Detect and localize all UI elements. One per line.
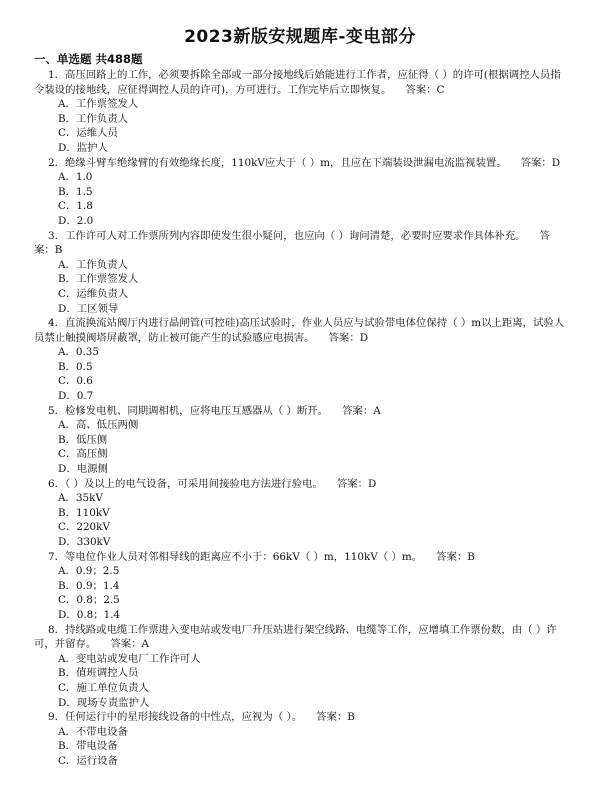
question-text: 1．高压回路上的工作，必须要拆除全部或一部分接地线后始能进行工作者，应征得（ ）的许可(根据调控人员指令装设的接地线，应征得调控人员的许可)，方可进行。工作完毕后立即恢复。 <box>34 69 561 96</box>
answer-option: C．运维负责人 <box>58 287 129 300</box>
answer-option: A．0.9；2.5 <box>58 565 120 578</box>
question-item <box>34 477 566 550</box>
answer-option: C．施工单位负责人 <box>58 681 150 694</box>
answer-option: C．220kV <box>58 521 110 534</box>
page-title: 2023新版安规题库-变电部分 <box>184 27 416 47</box>
question-stem <box>34 623 566 652</box>
answer-option: D．0.7 <box>58 390 94 403</box>
answer-label: 答案：A <box>342 404 381 417</box>
answer-option: B．1.5 <box>58 185 93 198</box>
answer-option: C．运维人员 <box>58 127 118 140</box>
section-heading: 一、单选题 共488题 <box>34 52 143 66</box>
answer-option: A．35kV <box>58 492 103 505</box>
question-list <box>34 68 566 769</box>
question-stem <box>34 229 566 258</box>
question-stem <box>34 68 566 97</box>
question-text: 4．直流换流站阀厅内进行晶闸管(可控硅)高压试验时，作业人员应与试验带电体位保持（ ）m以上距离，试验人员禁止触摸阀塔屏蔽罩，防止被可能产生的试验感应电损害。 <box>34 317 565 344</box>
answer-label: 答案：B <box>34 229 550 257</box>
question-item <box>34 229 566 317</box>
question-text: 5．检修发电机、同期调相机，应将电压互感器从（ ）断开。 <box>48 404 329 417</box>
answer-option: D．2.0 <box>58 214 94 227</box>
answer-option: D．现场专责监护人 <box>58 696 150 709</box>
answer-option: B．值班调控人员 <box>58 667 139 680</box>
answer-option: D．330kV <box>58 536 111 548</box>
question-stem <box>34 156 566 171</box>
answer-option: B．0.5 <box>58 360 93 373</box>
document-page <box>0 22 600 790</box>
answer-option: A．工作负责人 <box>58 258 128 271</box>
answer-label: 答案：D <box>328 331 369 344</box>
answer-label: 答案：C <box>405 83 445 96</box>
question-item <box>34 316 566 404</box>
question-text: 7．等电位作业人员对邻相导线的距离应不小于：66kV（ ）m，110kV（ ）m。 <box>48 550 423 563</box>
answer-option: B．工作负责人 <box>58 112 128 125</box>
answer-option: C．运行设备 <box>58 754 118 767</box>
answer-option: B．110kV <box>58 506 110 519</box>
answer-option: C．1.8 <box>58 200 93 213</box>
answer-option: D．工区领导 <box>58 302 119 315</box>
answer-option: B．低压侧 <box>58 433 108 446</box>
answer-option: A．1.0 <box>58 171 93 184</box>
question-stem <box>34 316 566 345</box>
answer-option: C．0.6 <box>58 375 93 388</box>
question-stem <box>34 550 566 565</box>
question-text: 2．绝缘斗臂车绝缘臂的有效绝缘长度，110kV应大于（ ）m，且应在下端装设泄漏电流监视装置。 <box>48 156 507 169</box>
answer-option: A．工作票签发人 <box>58 98 139 111</box>
question-item <box>34 68 566 156</box>
answer-label: 答案：B <box>436 550 475 563</box>
question-stem <box>34 477 566 492</box>
answer-option: A．0.35 <box>58 346 100 359</box>
answer-option: B．工作票签发人 <box>58 273 139 286</box>
answer-label: 答案：D <box>336 477 377 490</box>
answer-option: B．0.9；1.4 <box>58 579 120 592</box>
answer-option: B．带电设备 <box>58 740 118 753</box>
answer-label: 答案：B <box>316 711 355 724</box>
answer-label: 答案：A <box>110 638 150 651</box>
question-text: 6．（ ）及以上的电气设备，可采用间接验电方法进行验电。 <box>48 477 323 490</box>
answer-option: D．监护人 <box>58 141 108 154</box>
answer-option: C．高压侧 <box>58 448 108 461</box>
question-item <box>34 550 566 623</box>
question-stem <box>34 404 566 419</box>
answer-option: D．电源侧 <box>58 463 108 476</box>
question-text: 8．持线路或电缆工作票进入变电站或发电厂升压站进行架空线路、电缆等工作，应增填工作票份数，由（ ）许可，并留存。 <box>34 623 557 651</box>
question-text: 9．任何运行中的星形接线设备的中性点，应视为（ ）。 <box>48 711 303 724</box>
question-item <box>34 623 566 711</box>
question-item <box>34 156 566 229</box>
answer-option: C．0.8；2.5 <box>58 594 120 607</box>
question-text: 3．工作许可人对工作票所列内容即使发生很小疑问，也应向（ ）询问清楚，必要时应要求作具体补充。 <box>48 229 526 242</box>
answer-option: A．变电站或发电厂工作许可人 <box>58 652 201 665</box>
question-stem <box>34 710 566 725</box>
answer-option: A．高、低压两侧 <box>58 419 139 432</box>
answer-label: 答案：D <box>520 156 561 169</box>
answer-option: D．0.8；1.4 <box>58 608 121 621</box>
answer-option: A．不带电设备 <box>58 725 128 738</box>
question-item <box>34 404 566 477</box>
question-item <box>34 710 566 768</box>
